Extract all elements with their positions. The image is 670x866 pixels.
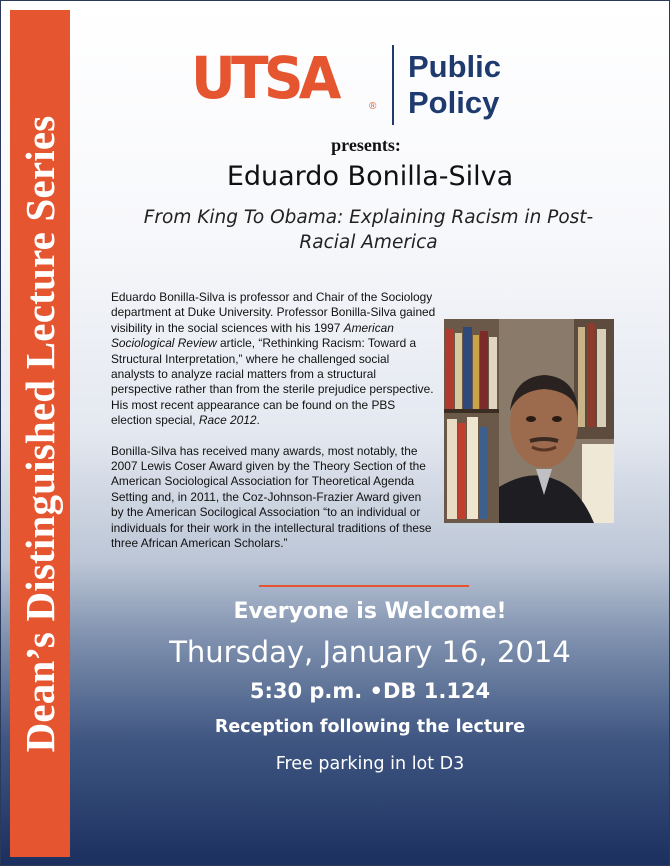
logo-dept-line2: Policy	[408, 85, 500, 120]
event-date: Thursday, January 16, 2014	[169, 635, 571, 669]
event-time-location: 5:30 p.m. •DB 1.124	[249, 679, 491, 703]
logo-department	[408, 49, 501, 121]
bio-journal-title: American Sociological Review	[111, 320, 394, 351]
welcome-headline: Everyone is Welcome!	[233, 599, 507, 624]
reception-note: Reception following the lecture	[214, 717, 526, 737]
logo-wordmark: UTSA	[191, 44, 337, 112]
logo-dept-line1: Public	[408, 49, 502, 84]
bio-p1-text: Eduardo Bonilla-Silva is professor and Chair of the Sociology department at Duke University. Professor Bonilla-Silva gained visibility in the social sciences with his 1997	[111, 290, 436, 335]
speaker-name: Eduardo Bonilla-Silva	[226, 161, 514, 192]
bio-p1-end: .	[256, 413, 260, 428]
bio-p1-text-cont: article, “Rethinking Racism: Toward a Structural Interpretation,” where he challenged social analysts to analyze racial matters from a structural perspective rather than from the sterile prejudice perspective. His most recent appearance can be found on the PBS election special,	[111, 336, 434, 428]
section-divider	[259, 585, 469, 587]
presents-label: presents:	[331, 135, 401, 155]
series-title: Dean’s Distinguished Lecture Series	[17, 115, 63, 752]
bio-paragraph-2: Bonilla-Silva has received many awards, most notably, the 2007 Lewis Coser Award given by the Theory Section of the American Sociological Association for Theoretical Agenda Setting and, in 2011, the Coz-Johnson-Frazier Award given by the American Socilogical Association “to an individual or individuals for their work in the intellectural traditions of these three African American Scholars.”	[111, 443, 432, 551]
parking-note: Free parking in lot D3	[275, 754, 465, 774]
talk-title: From King To Obama: Explaining Racism in Post-Racial America	[143, 207, 594, 253]
registered-mark: ®	[369, 101, 377, 112]
speaker-photo	[444, 319, 614, 523]
speaker-bio	[111, 290, 611, 552]
utsa-public-policy-logo	[191, 43, 551, 127]
speaker-portrait-image	[444, 319, 614, 523]
bio-show-title: Race 2012	[198, 413, 257, 428]
logo-divider	[392, 45, 394, 125]
